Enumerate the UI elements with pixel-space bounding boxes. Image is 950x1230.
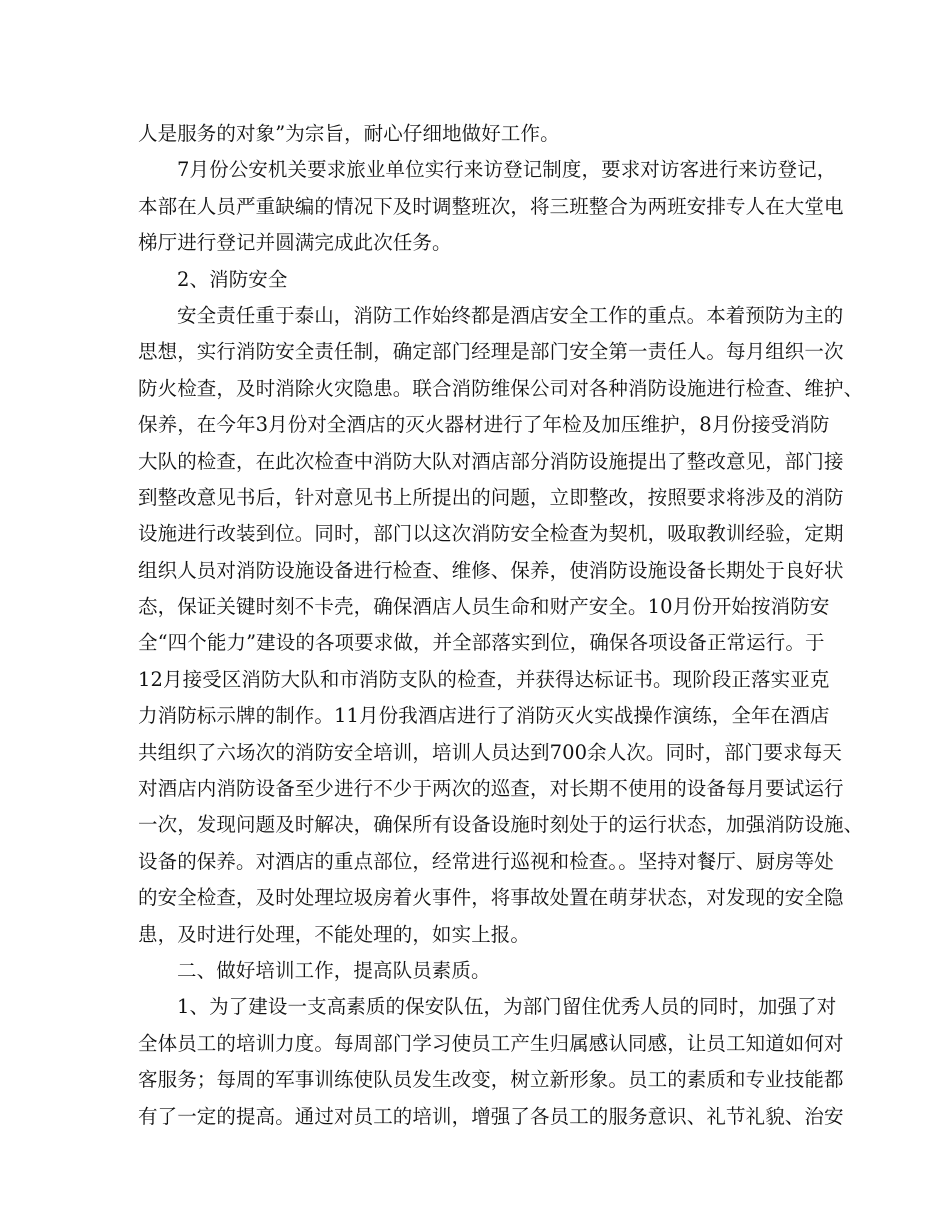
text-line: 一次，发现问题及时解决，确保所有设备设施时刻处于的运行状态，加强消防设施、 [138,813,864,837]
text-line: 患，及时进行处理，不能处理的，如实上报。 [138,922,531,946]
text-line: 到整改意见书后，针对意见书上所提出的问题，立即整改，按照要求将涉及的消防 [138,485,844,509]
text-line: 本部在人员严重缺编的情况下及时调整班次，将三班整合为两班安排专人在大堂电 [138,194,844,218]
text-line: 大队的检查，在此次检查中消防大队对酒店部分消防设施提出了整改意见，部门接 [138,449,844,473]
text-line: 人是服务的对象”为宗旨，耐心仔细地做好工作。 [138,122,560,145]
text-line: 态，保证关键时刻不卡壳，确保酒店人员生命和财产安全。10月份开始按消防安 [138,595,830,619]
section-heading: 二、做好培训工作，提高队员素质。 [177,958,491,982]
text-line: 全体员工的培训力度。每周部门学习使员工产生归属感认同感，让员工知道如何对 [138,1031,844,1055]
text-line: 客服务；每周的军事训练使队员发生改变，树立新形象。员工的素质和专业技能都 [138,1068,844,1092]
text-line: 设施进行改装到位。同时，部门以这次消防安全检查为契机，吸取教训经验，定期 [138,522,844,546]
text-line: 梯厅进行登记并圆满完成此次任务。 [138,231,452,255]
text-line: 组织人员对消防设施设备进行检查、维修、保养，使消防设施设备长期处于良好状 [138,558,844,582]
text-line: 1、为了建设一支高素质的保安队伍，为部门留住优秀人员的同时，加强了对 [177,995,837,1019]
text-line: 全“四个能力”建设的各项要求做，并全部落实到位，确保各项设备正常运行。于 [138,631,825,655]
text-line: 12月接受区消防大队和市消防支队的检查，并获得达标证书。现阶段正落实亚克 [138,667,830,691]
text-line: 有了一定的提高。通过对员工的培训，增强了各员工的服务意识、礼节礼貌、治安 [138,1104,844,1128]
text-line: 思想，实行消防安全责任制，确定部门经理是部门安全第一责任人。每月组织一次 [138,340,844,364]
text-line: 设备的保养。对酒店的重点部位，经常进行巡视和检查。。坚持对餐厅、厨房等处 [138,849,834,873]
text-line: 安全责任重于泰山，消防工作始终都是酒店安全工作的重点。本着预防为主的 [177,303,844,327]
text-line: 对酒店内消防设备至少进行不少于两次的巡查，对长期不使用的设备每月要试运行 [138,777,844,801]
text-line: 共组织了六场次的消防安全培训，培训人员达到700余人次。同时，部门要求每天 [138,740,842,764]
document-body [138,116,864,1135]
text-line: 的安全检查，及时处理垃圾房着火事件，将事故处置在萌芽状态，对发现的安全隐 [138,886,844,910]
text-line: 力消防标示牌的制作。11月份我酒店进行了消防灭火实战操作演练，全年在酒店 [138,704,830,728]
text-line: 7月份公安机关要求旅业单位实行来访登记制度，要求对访客进行来访登记， [177,158,837,182]
text-line: 保养，在今年3月份对全酒店的灭火器材进行了年检及加压维护，8月份接受消防 [138,413,830,437]
text-line: 防火检查，及时消除火灾隐患。联合消防维保公司对各种消防设施进行检查、维护、 [138,376,864,400]
section-heading: 2、消防安全 [177,267,288,291]
